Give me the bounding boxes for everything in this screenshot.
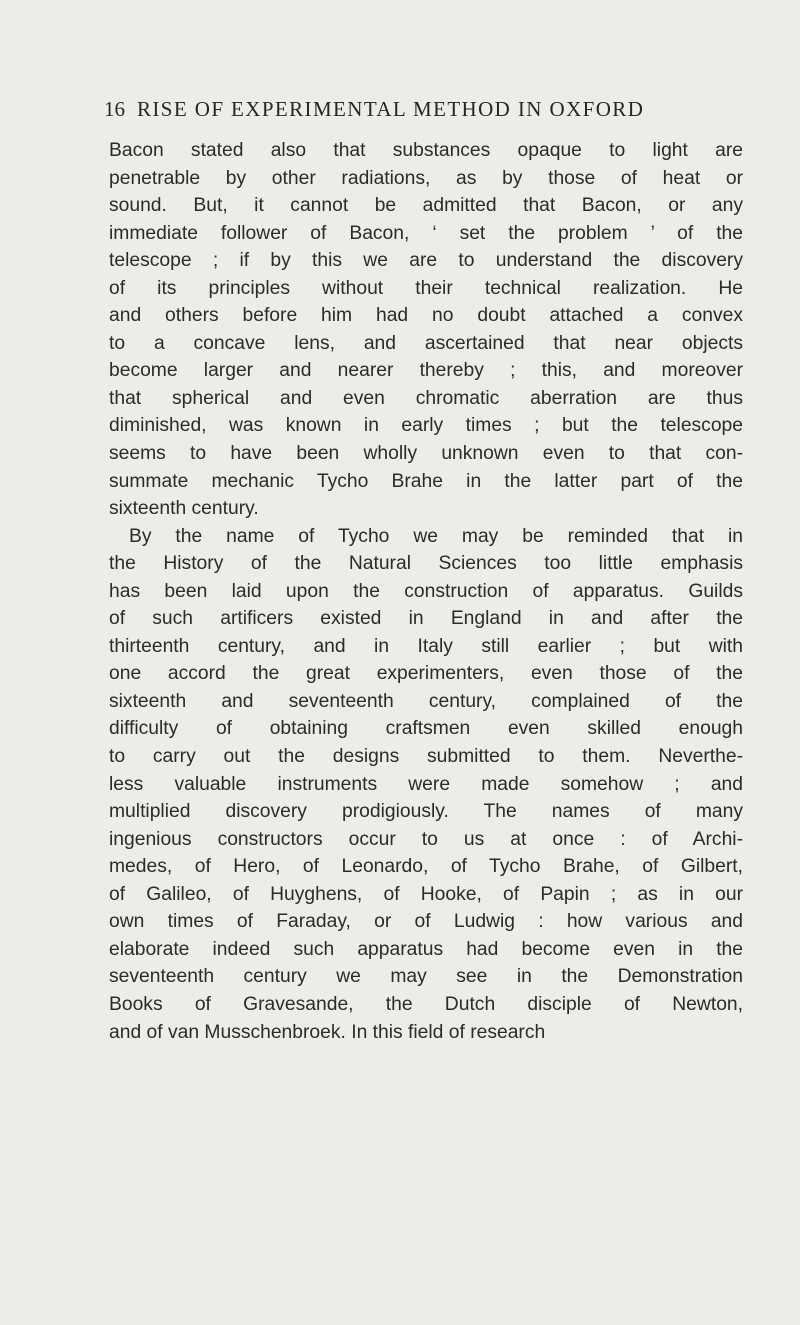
text-line: penetrable by other radiations, as by those of heat or: [109, 167, 743, 189]
page-number: 16: [104, 97, 125, 121]
text-line: to carry out the designs submitted to them. Neverthe-: [109, 746, 743, 768]
text-line: Bacon stated also that substances opaque to light are: [109, 140, 743, 161]
text-line: sixteenth and seventeenth century, complained of the: [109, 690, 743, 712]
text-line: seems to have been wholly unknown even to that con-: [109, 443, 743, 465]
text-line: that spherical and even chromatic aberration are thus: [109, 387, 743, 409]
text-line: ingenious constructors occur to us at once : of Archi-: [109, 828, 743, 850]
text-line: own times of Faraday, or of Ludwig : how various and: [109, 911, 743, 933]
paragraph: [109, 523, 743, 1046]
text-line: has been laid upon the construction of apparatus. Guilds: [109, 580, 743, 602]
text-line: diminished, was known in early times ; but the telescope: [109, 415, 743, 437]
text-line: multiplied discovery prodigiously. The names of many: [109, 801, 743, 823]
text-line: immediate follower of Bacon, ‘ set the problem ’ of the: [109, 222, 743, 244]
text-line: of its principles without their technical realization. He: [109, 277, 743, 299]
paragraph: [109, 137, 743, 523]
text-line: sixteenth century.: [109, 498, 259, 520]
text-line: thirteenth century, and in Italy still earlier ; but with: [109, 635, 743, 657]
text-line: one accord the great experimenters, even those of the: [109, 663, 743, 685]
text-line: elaborate indeed such apparatus had become even in the: [109, 938, 743, 960]
text-line: become larger and nearer thereby ; this, and moreover: [109, 360, 743, 382]
text-line: of Galileo, of Huyghens, of Hooke, of Papin ; as in our: [109, 883, 743, 905]
running-title: RISE OF EXPERIMENTAL METHOD IN OXFORD: [137, 97, 645, 121]
running-head: [104, 97, 704, 127]
text-line: the History of the Natural Sciences too little emphasis: [109, 553, 743, 575]
text-line: difficulty of obtaining craftsmen even skilled enough: [109, 718, 743, 740]
text-line: seventeenth century we may see in the Demonstration: [109, 966, 743, 988]
text-line: of such artificers existed in England in and after the: [109, 608, 743, 630]
text-line: and others before him had no doubt attached a convex: [109, 305, 743, 327]
body-text: [109, 137, 743, 1046]
text-line: sound. But, it cannot be admitted that Bacon, or any: [109, 195, 743, 217]
text-line: to a concave lens, and ascertained that near objects: [109, 332, 743, 354]
text-line: and of van Musschenbroek. In this field of research: [109, 1021, 546, 1043]
text-line: medes, of Hero, of Leonardo, of Tycho Brahe, of Gilbert,: [109, 856, 743, 878]
text-line: less valuable instruments were made somehow ; and: [109, 773, 743, 795]
text-line: By the name of Tycho we may be reminded that in: [129, 525, 743, 547]
text-line: summate mechanic Tycho Brahe in the latter part of the: [109, 470, 743, 492]
text-line: telescope ; if by this we are to understand the discovery: [109, 250, 743, 272]
text-line: Books of Gravesande, the Dutch disciple of Newton,: [109, 993, 743, 1015]
